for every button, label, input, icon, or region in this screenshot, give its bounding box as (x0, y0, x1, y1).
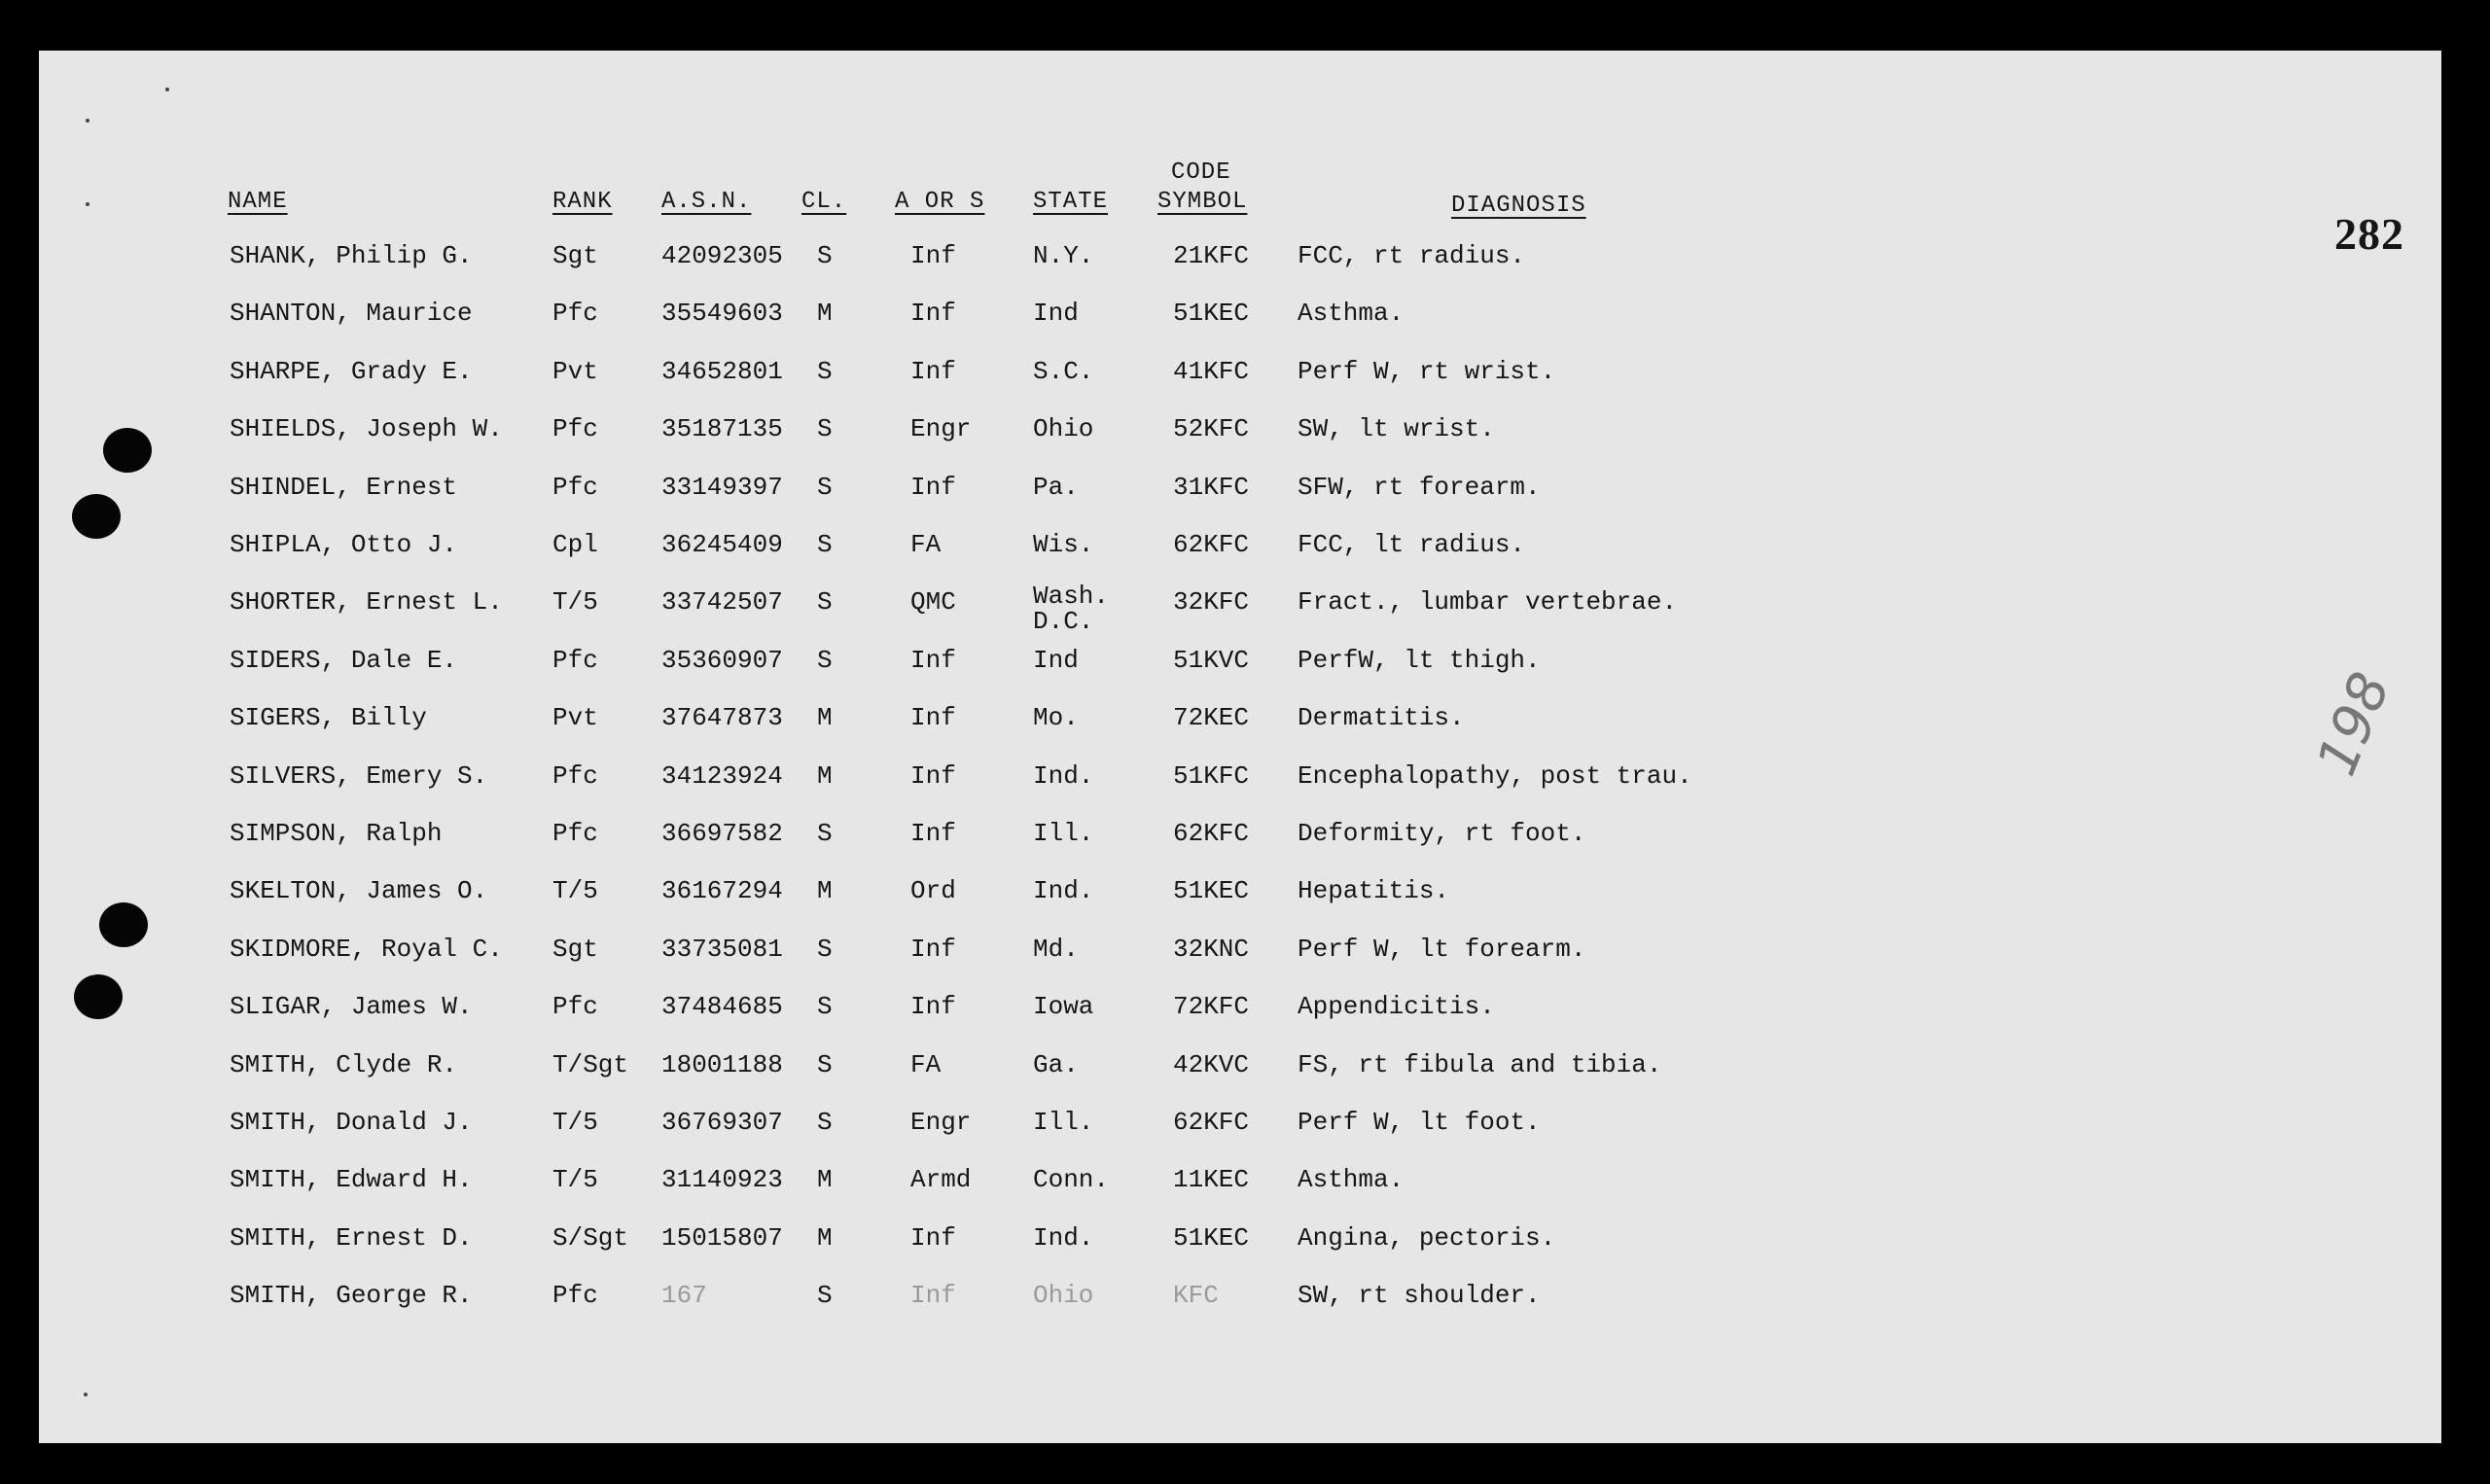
class-cell: S (817, 1108, 833, 1137)
name-cell: SMITH, Clyde R. (230, 1049, 458, 1079)
rank-cell: Pfc (552, 645, 598, 675)
class-cell: M (817, 703, 833, 733)
header-cl: CL. (801, 189, 847, 215)
table-row (39, 530, 1887, 569)
diagnosis-cell: Appendicitis. (1298, 992, 1495, 1022)
diagnosis-cell: Perf W, rt wrist. (1298, 356, 1556, 386)
code-symbol-cell: 51KEC (1173, 1222, 1250, 1253)
asn-cell: 37484685 (661, 992, 783, 1022)
state-cell: Ohio (1033, 1281, 1094, 1311)
diagnosis-cell: SW, lt wrist. (1298, 414, 1495, 444)
code-symbol-cell: KFC (1173, 1281, 1219, 1311)
table-row (39, 876, 1887, 915)
table-row (39, 299, 1887, 337)
a-or-s-cell: Inf (910, 241, 956, 270)
class-cell: M (817, 1222, 833, 1253)
table-row (39, 819, 1887, 858)
a-or-s-cell: Engr (910, 414, 972, 444)
state-cell: Iowa (1033, 992, 1094, 1022)
diagnosis-cell: Deformity, rt foot. (1298, 819, 1586, 848)
name-cell: SHARPE, Grady E. (230, 356, 473, 386)
rank-cell: Pfc (552, 472, 598, 502)
name-cell: SMITH, Edward H. (230, 1165, 473, 1195)
a-or-s-cell: Inf (910, 703, 956, 733)
table-row (39, 992, 1887, 1031)
name-cell: SMITH, George R. (230, 1281, 473, 1311)
code-symbol-cell: 52KFC (1173, 414, 1250, 444)
rank-cell: T/5 (552, 587, 598, 618)
diagnosis-cell: Fract., lumbar vertebrae. (1298, 587, 1678, 618)
rank-cell: T/Sgt (552, 1049, 629, 1079)
a-or-s-cell: Armd (910, 1165, 972, 1195)
a-or-s-cell: Inf (910, 1222, 956, 1253)
a-or-s-cell: Inf (910, 819, 956, 848)
state-cell: N.Y. (1033, 241, 1094, 270)
code-symbol-cell: 42KVC (1173, 1049, 1250, 1079)
state-cell: Ind. (1033, 876, 1094, 906)
table-row (39, 582, 1887, 637)
state-cell: Ohio (1033, 414, 1094, 444)
table-row (39, 1108, 1887, 1147)
table-row (39, 935, 1887, 973)
name-cell: SIDERS, Dale E. (230, 645, 458, 675)
header-diagnosis: DIAGNOSIS (1451, 193, 1586, 219)
record-sheet (39, 51, 2441, 1443)
state-cell: S.C. (1033, 356, 1094, 386)
state-cell: Conn. (1033, 1165, 1110, 1195)
rank-cell: Sgt (552, 934, 598, 964)
a-or-s-cell: Inf (910, 1281, 956, 1311)
diagnosis-cell: FCC, rt radius. (1298, 241, 1526, 270)
diagnosis-cell: Hepatitis. (1298, 876, 1450, 906)
code-symbol-cell: 11KEC (1173, 1165, 1250, 1195)
a-or-s-cell: Ord (910, 876, 956, 906)
code-symbol-cell: 51KEC (1173, 299, 1250, 329)
class-cell: S (817, 530, 833, 559)
speck (86, 119, 89, 123)
asn-cell: 35360907 (661, 645, 783, 675)
state-cell: Ind. (1033, 760, 1094, 791)
code-symbol-cell: 21KFC (1173, 241, 1250, 270)
code-symbol-cell: 41KFC (1173, 356, 1250, 386)
class-cell: M (817, 876, 833, 906)
code-symbol-cell: 72KEC (1173, 703, 1250, 733)
a-or-s-cell: FA (910, 1049, 942, 1079)
rank-cell: Cpl (552, 530, 598, 559)
code-symbol-cell: 62KFC (1173, 530, 1250, 559)
code-symbol-cell: 51KEC (1173, 876, 1250, 906)
rank-cell: T/5 (552, 876, 598, 906)
code-symbol-cell: 62KFC (1173, 1108, 1250, 1137)
asn-cell: 34652801 (661, 356, 783, 386)
rank-cell: T/5 (552, 1165, 598, 1195)
class-cell: M (817, 1165, 833, 1195)
asn-cell: 167 (661, 1281, 707, 1311)
asn-cell: 35187135 (661, 414, 783, 444)
a-or-s-cell: Inf (910, 992, 956, 1022)
table-row (39, 1050, 1887, 1089)
a-or-s-cell: Inf (910, 299, 956, 329)
class-cell: S (817, 1049, 833, 1079)
state-cell: Pa. (1033, 472, 1079, 502)
code-symbol-cell: 62KFC (1173, 819, 1250, 848)
rank-cell: S/Sgt (552, 1222, 629, 1253)
rank-cell: T/5 (552, 1108, 598, 1137)
name-cell: SIGERS, Billy (230, 703, 427, 733)
asn-cell: 37647873 (661, 703, 783, 733)
diagnosis-cell: SFW, rt forearm. (1298, 472, 1541, 502)
asn-cell: 18001188 (661, 1049, 783, 1079)
class-cell: S (817, 472, 833, 502)
code-symbol-cell: 51KVC (1173, 645, 1250, 675)
header-name: NAME (228, 189, 288, 215)
asn-cell: 34123924 (661, 760, 783, 791)
table-row (39, 646, 1887, 685)
diagnosis-cell: Perf W, lt forearm. (1298, 934, 1586, 964)
diagnosis-cell: SW, rt shoulder. (1298, 1281, 1541, 1311)
diagnosis-cell: FCC, lt radius. (1298, 530, 1526, 559)
header-rank: RANK (552, 189, 613, 215)
class-cell: S (817, 356, 833, 386)
diagnosis-cell: Perf W, lt foot. (1298, 1108, 1541, 1137)
asn-cell: 15015807 (661, 1222, 783, 1253)
rank-cell: Pvt (552, 356, 598, 386)
rank-cell: Pvt (552, 703, 598, 733)
asn-cell: 33735081 (661, 934, 783, 964)
diagnosis-cell: FS, rt fibula and tibia. (1298, 1049, 1662, 1079)
rank-cell: Pfc (552, 1281, 598, 1311)
table-row (39, 414, 1887, 453)
table-row (39, 1165, 1887, 1204)
class-cell: S (817, 992, 833, 1022)
asn-cell: 36697582 (661, 819, 783, 848)
asn-cell: 31140923 (661, 1165, 783, 1195)
diagnosis-cell: Asthma. (1298, 299, 1405, 329)
handwritten-note: 198 (2305, 663, 2403, 785)
table-row (39, 473, 1887, 512)
name-cell: SMITH, Donald J. (230, 1108, 473, 1137)
class-cell: S (817, 819, 833, 848)
asn-cell: 33149397 (661, 472, 783, 502)
name-cell: SILVERS, Emery S. (230, 760, 488, 791)
state-cell: Ind (1033, 645, 1079, 675)
header-a-or-s: A OR S (895, 189, 985, 215)
name-cell: SKELTON, James O. (230, 876, 488, 906)
rank-cell: Pfc (552, 299, 598, 329)
class-cell: S (817, 1281, 833, 1311)
name-cell: SMITH, Ernest D. (230, 1222, 473, 1253)
rank-cell: Pfc (552, 992, 598, 1022)
table-row (39, 703, 1887, 742)
code-symbol-cell: 32KNC (1173, 934, 1250, 964)
class-cell: S (817, 645, 833, 675)
state-cell: Ill. (1033, 1108, 1094, 1137)
asn-cell: 33742507 (661, 587, 783, 618)
asn-cell: 35549603 (661, 299, 783, 329)
a-or-s-cell: FA (910, 530, 942, 559)
diagnosis-cell: Asthma. (1298, 1165, 1405, 1195)
asn-cell: 36245409 (661, 530, 783, 559)
name-cell: SHANTON, Maurice (230, 299, 473, 329)
code-symbol-cell: 51KFC (1173, 760, 1250, 791)
table-row (39, 1223, 1887, 1262)
code-symbol-cell: 32KFC (1173, 587, 1250, 618)
diagnosis-cell: PerfW, lt thigh. (1298, 645, 1541, 675)
class-cell: M (817, 299, 833, 329)
header-asn: A.S.N. (661, 189, 752, 215)
diagnosis-cell: Angina, pectoris. (1298, 1222, 1556, 1253)
rank-cell: Pfc (552, 414, 598, 444)
state-cell: Mo. (1033, 703, 1079, 733)
speck (84, 1393, 88, 1396)
table-row (39, 357, 1887, 396)
name-cell: SIMPSON, Ralph (230, 819, 443, 848)
name-cell: SHANK, Philip G. (230, 241, 473, 270)
name-cell: SHIPLA, Otto J. (230, 530, 458, 559)
class-cell: S (817, 414, 833, 444)
state-cell: Ill. (1033, 819, 1094, 848)
state-cell: Md. (1033, 934, 1079, 964)
a-or-s-cell: Inf (910, 356, 956, 386)
table-row (39, 761, 1887, 800)
name-cell: SHIELDS, Joseph W. (230, 414, 503, 444)
class-cell: M (817, 760, 833, 791)
name-cell: SHINDEL, Ernest (230, 472, 458, 502)
state-cell: Wash. D.C. (1033, 582, 1110, 637)
a-or-s-cell: Inf (910, 934, 956, 964)
speck (86, 202, 89, 206)
code-symbol-cell: 31KFC (1173, 472, 1250, 502)
a-or-s-cell: Inf (910, 645, 956, 675)
class-cell: S (817, 241, 833, 270)
name-cell: SHORTER, Ernest L. (230, 587, 503, 618)
table-row (39, 1281, 1887, 1320)
a-or-s-cell: Inf (910, 472, 956, 502)
a-or-s-cell: QMC (910, 587, 956, 618)
state-cell: Ind. (1033, 1222, 1094, 1253)
a-or-s-cell: Inf (910, 760, 956, 791)
state-cell: Ga. (1033, 1049, 1079, 1079)
name-cell: SLIGAR, James W. (230, 992, 473, 1022)
rank-cell: Pfc (552, 819, 598, 848)
header-symbol: SYMBOL (1157, 189, 1248, 215)
diagnosis-cell: Dermatitis. (1298, 703, 1465, 733)
rank-cell: Sgt (552, 241, 598, 270)
code-symbol-cell: 72KFC (1173, 992, 1250, 1022)
diagnosis-cell: Encephalopathy, post trau. (1298, 760, 1692, 791)
asn-cell: 36167294 (661, 876, 783, 906)
rank-cell: Pfc (552, 760, 598, 791)
header-code: CODE (1171, 159, 1231, 186)
table-row (39, 241, 1887, 280)
asn-cell: 42092305 (661, 241, 783, 270)
class-cell: S (817, 587, 833, 618)
asn-cell: 36769307 (661, 1108, 783, 1137)
name-cell: SKIDMORE, Royal C. (230, 934, 503, 964)
state-cell: Ind (1033, 299, 1079, 329)
class-cell: S (817, 934, 833, 964)
page-number: 282 (2334, 209, 2404, 259)
speck (165, 88, 169, 91)
state-cell: Wis. (1033, 530, 1094, 559)
header-state: STATE (1033, 189, 1109, 215)
a-or-s-cell: Engr (910, 1108, 972, 1137)
